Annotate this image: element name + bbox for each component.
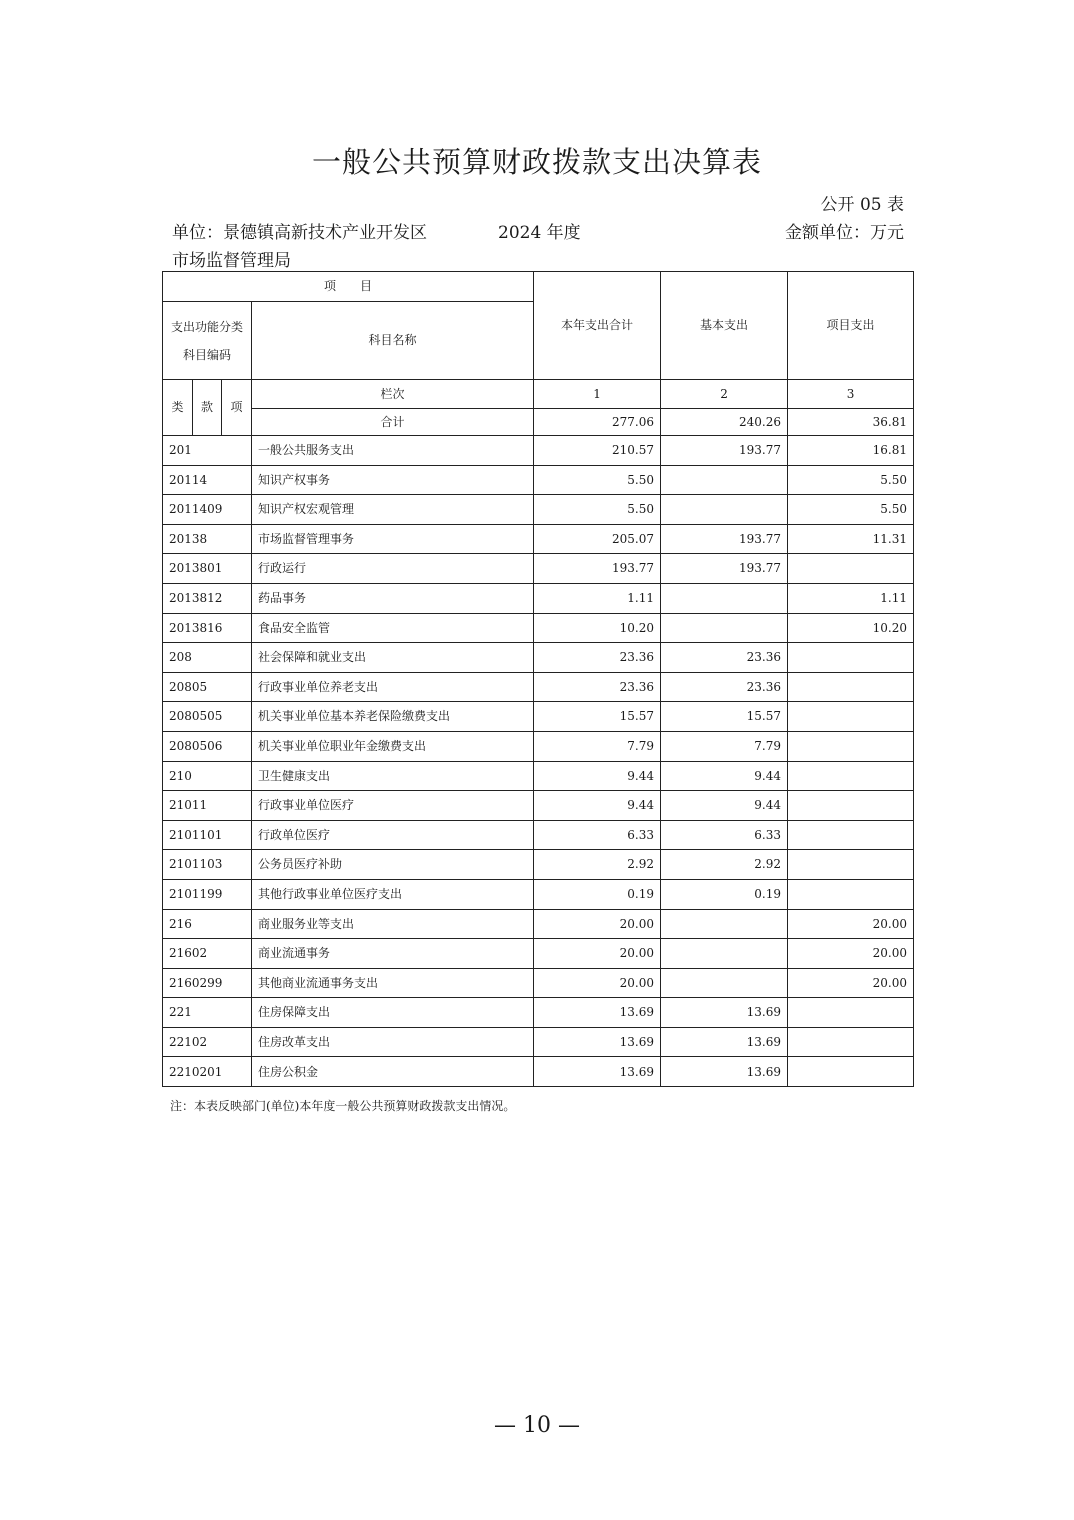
row-project: 16.81 <box>788 436 914 466</box>
row-basic: 13.69 <box>661 1057 788 1087</box>
row-project <box>788 879 914 909</box>
header-basic: 基本支出 <box>661 272 788 380</box>
row-basic: 9.44 <box>661 761 788 791</box>
table-row <box>163 495 914 525</box>
table-row <box>163 436 914 466</box>
row-code: 20805 <box>163 672 252 702</box>
table-note: 注：本表反映部门(单位)本年度一般公共预算财政拨款支出情况。 <box>170 1099 516 1113</box>
row-project <box>788 820 914 850</box>
header-kuan: 款 <box>193 380 222 436</box>
expenditure-table <box>162 271 914 1087</box>
row-subject-name: 社会保障和就业支出 <box>252 643 534 673</box>
row-subject-name: 公务员医疗补助 <box>252 850 534 880</box>
row-subject-name: 其他商业流通事务支出 <box>252 968 534 998</box>
table-row <box>163 820 914 850</box>
table-row <box>163 1057 914 1087</box>
row-subject-name: 知识产权事务 <box>252 465 534 495</box>
row-code: 2101103 <box>163 850 252 880</box>
table-row <box>163 672 914 702</box>
row-total: 2.92 <box>534 850 661 880</box>
row-project <box>788 672 914 702</box>
header-lei: 类 <box>163 380 193 436</box>
table-row <box>163 791 914 821</box>
row-total: 13.69 <box>534 1027 661 1057</box>
fiscal-year: 2024 年度 <box>498 223 581 243</box>
col-index-2: 2 <box>661 380 788 409</box>
row-basic: 2.92 <box>661 850 788 880</box>
header-xiang: 项 <box>222 380 252 436</box>
row-basic <box>661 909 788 939</box>
row-code: 2101101 <box>163 820 252 850</box>
row-subject-name: 住房保障支出 <box>252 998 534 1028</box>
row-subject-name: 市场监督管理事务 <box>252 524 534 554</box>
row-basic: 193.77 <box>661 436 788 466</box>
row-code: 221 <box>163 998 252 1028</box>
row-basic: 23.36 <box>661 643 788 673</box>
row-total: 13.69 <box>534 1057 661 1087</box>
table-row <box>163 554 914 584</box>
row-total: 20.00 <box>534 939 661 969</box>
row-code: 2013816 <box>163 613 252 643</box>
header-subject-name: 科目名称 <box>252 302 534 380</box>
row-total: 0.19 <box>534 879 661 909</box>
row-basic <box>661 613 788 643</box>
row-code: 21011 <box>163 791 252 821</box>
row-code: 2013801 <box>163 554 252 584</box>
row-total: 193.77 <box>534 554 661 584</box>
table-row <box>163 643 914 673</box>
row-total: 5.50 <box>534 495 661 525</box>
row-total: 1.11 <box>534 583 661 613</box>
row-basic: 15.57 <box>661 702 788 732</box>
row-subject-name: 住房公积金 <box>252 1057 534 1087</box>
row-project <box>788 791 914 821</box>
page-number: — 10 — <box>494 1413 580 1438</box>
row-basic: 9.44 <box>661 791 788 821</box>
row-subject-name: 行政单位医疗 <box>252 820 534 850</box>
header-func-code: 支出功能分类科目编码 <box>163 302 252 380</box>
row-subject-name: 商业流通事务 <box>252 939 534 969</box>
table-row <box>163 583 914 613</box>
row-project <box>788 643 914 673</box>
row-project <box>788 850 914 880</box>
unit-name-line2: 市场监督管理局 <box>172 251 291 271</box>
row-code: 22102 <box>163 1027 252 1057</box>
sum-total: 277.06 <box>534 409 661 436</box>
sum-basic: 240.26 <box>661 409 788 436</box>
row-project: 5.50 <box>788 465 914 495</box>
page-title: 一般公共预算财政拨款支出决算表 <box>311 145 762 179</box>
row-basic <box>661 465 788 495</box>
row-project <box>788 554 914 584</box>
row-total: 10.20 <box>534 613 661 643</box>
row-code: 21602 <box>163 939 252 969</box>
table-row <box>163 465 914 495</box>
header-total: 本年支出合计 <box>534 272 661 380</box>
row-total: 20.00 <box>534 909 661 939</box>
row-subject-name: 卫生健康支出 <box>252 761 534 791</box>
row-basic: 13.69 <box>661 998 788 1028</box>
row-project: 20.00 <box>788 968 914 998</box>
table-row <box>163 909 914 939</box>
row-basic: 193.77 <box>661 524 788 554</box>
row-total: 23.36 <box>534 672 661 702</box>
row-subject-name: 商业服务业等支出 <box>252 909 534 939</box>
header-project: 项目支出 <box>788 272 914 380</box>
row-project <box>788 731 914 761</box>
row-basic <box>661 939 788 969</box>
row-subject-name: 知识产权宏观管理 <box>252 495 534 525</box>
row-code: 2080505 <box>163 702 252 732</box>
row-basic <box>661 495 788 525</box>
row-subject-name: 机关事业单位职业年金缴费支出 <box>252 731 534 761</box>
row-total: 5.50 <box>534 465 661 495</box>
header-lanci: 栏次 <box>252 380 534 409</box>
row-subject-name: 行政事业单位医疗 <box>252 791 534 821</box>
row-total: 6.33 <box>534 820 661 850</box>
table-row <box>163 613 914 643</box>
row-project <box>788 1027 914 1057</box>
row-code: 2101199 <box>163 879 252 909</box>
row-basic: 193.77 <box>661 554 788 584</box>
row-project: 5.50 <box>788 495 914 525</box>
row-subject-name: 行政事业单位养老支出 <box>252 672 534 702</box>
row-code: 2210201 <box>163 1057 252 1087</box>
table-row <box>163 850 914 880</box>
table-row <box>163 939 914 969</box>
row-total: 205.07 <box>534 524 661 554</box>
row-code: 20114 <box>163 465 252 495</box>
row-total: 9.44 <box>534 791 661 821</box>
row-total: 13.69 <box>534 998 661 1028</box>
unit-name: 单位：景德镇高新技术产业开发区 <box>172 223 427 243</box>
header-item: 项 目 <box>163 272 534 302</box>
row-subject-name: 住房改革支出 <box>252 1027 534 1057</box>
sum-project: 36.81 <box>788 409 914 436</box>
table-row <box>163 879 914 909</box>
table-row <box>163 998 914 1028</box>
row-basic: 23.36 <box>661 672 788 702</box>
row-total: 23.36 <box>534 643 661 673</box>
row-basic <box>661 583 788 613</box>
row-subject-name: 其他行政事业单位医疗支出 <box>252 879 534 909</box>
table-row <box>163 702 914 732</box>
row-code: 2011409 <box>163 495 252 525</box>
row-project: 10.20 <box>788 613 914 643</box>
row-project <box>788 761 914 791</box>
row-basic: 7.79 <box>661 731 788 761</box>
row-subject-name: 行政运行 <box>252 554 534 584</box>
row-total: 20.00 <box>534 968 661 998</box>
row-code: 208 <box>163 643 252 673</box>
table-row <box>163 731 914 761</box>
table-row <box>163 1027 914 1057</box>
row-code: 2160299 <box>163 968 252 998</box>
row-project: 20.00 <box>788 939 914 969</box>
row-basic: 13.69 <box>661 1027 788 1057</box>
money-unit: 金额单位：万元 <box>785 223 904 243</box>
row-code: 2080506 <box>163 731 252 761</box>
row-basic <box>661 968 788 998</box>
row-basic: 0.19 <box>661 879 788 909</box>
row-total: 15.57 <box>534 702 661 732</box>
row-code: 201 <box>163 436 252 466</box>
row-subject-name: 一般公共服务支出 <box>252 436 534 466</box>
row-project: 20.00 <box>788 909 914 939</box>
row-subject-name: 药品事务 <box>252 583 534 613</box>
row-project <box>788 998 914 1028</box>
row-code: 210 <box>163 761 252 791</box>
row-total: 210.57 <box>534 436 661 466</box>
table-row <box>163 761 914 791</box>
sum-label: 合计 <box>252 409 534 436</box>
row-subject-name: 食品安全监管 <box>252 613 534 643</box>
row-total: 7.79 <box>534 731 661 761</box>
form-number: 公开 05 表 <box>820 195 904 215</box>
table-row <box>163 524 914 554</box>
col-index-3: 3 <box>788 380 914 409</box>
row-project: 11.31 <box>788 524 914 554</box>
col-index-1: 1 <box>534 380 661 409</box>
row-code: 2013812 <box>163 583 252 613</box>
row-basic: 6.33 <box>661 820 788 850</box>
row-subject-name: 机关事业单位基本养老保险缴费支出 <box>252 702 534 732</box>
row-project <box>788 702 914 732</box>
table-row <box>163 968 914 998</box>
row-project <box>788 1057 914 1087</box>
row-total: 9.44 <box>534 761 661 791</box>
row-project: 1.11 <box>788 583 914 613</box>
row-code: 20138 <box>163 524 252 554</box>
row-code: 216 <box>163 909 252 939</box>
